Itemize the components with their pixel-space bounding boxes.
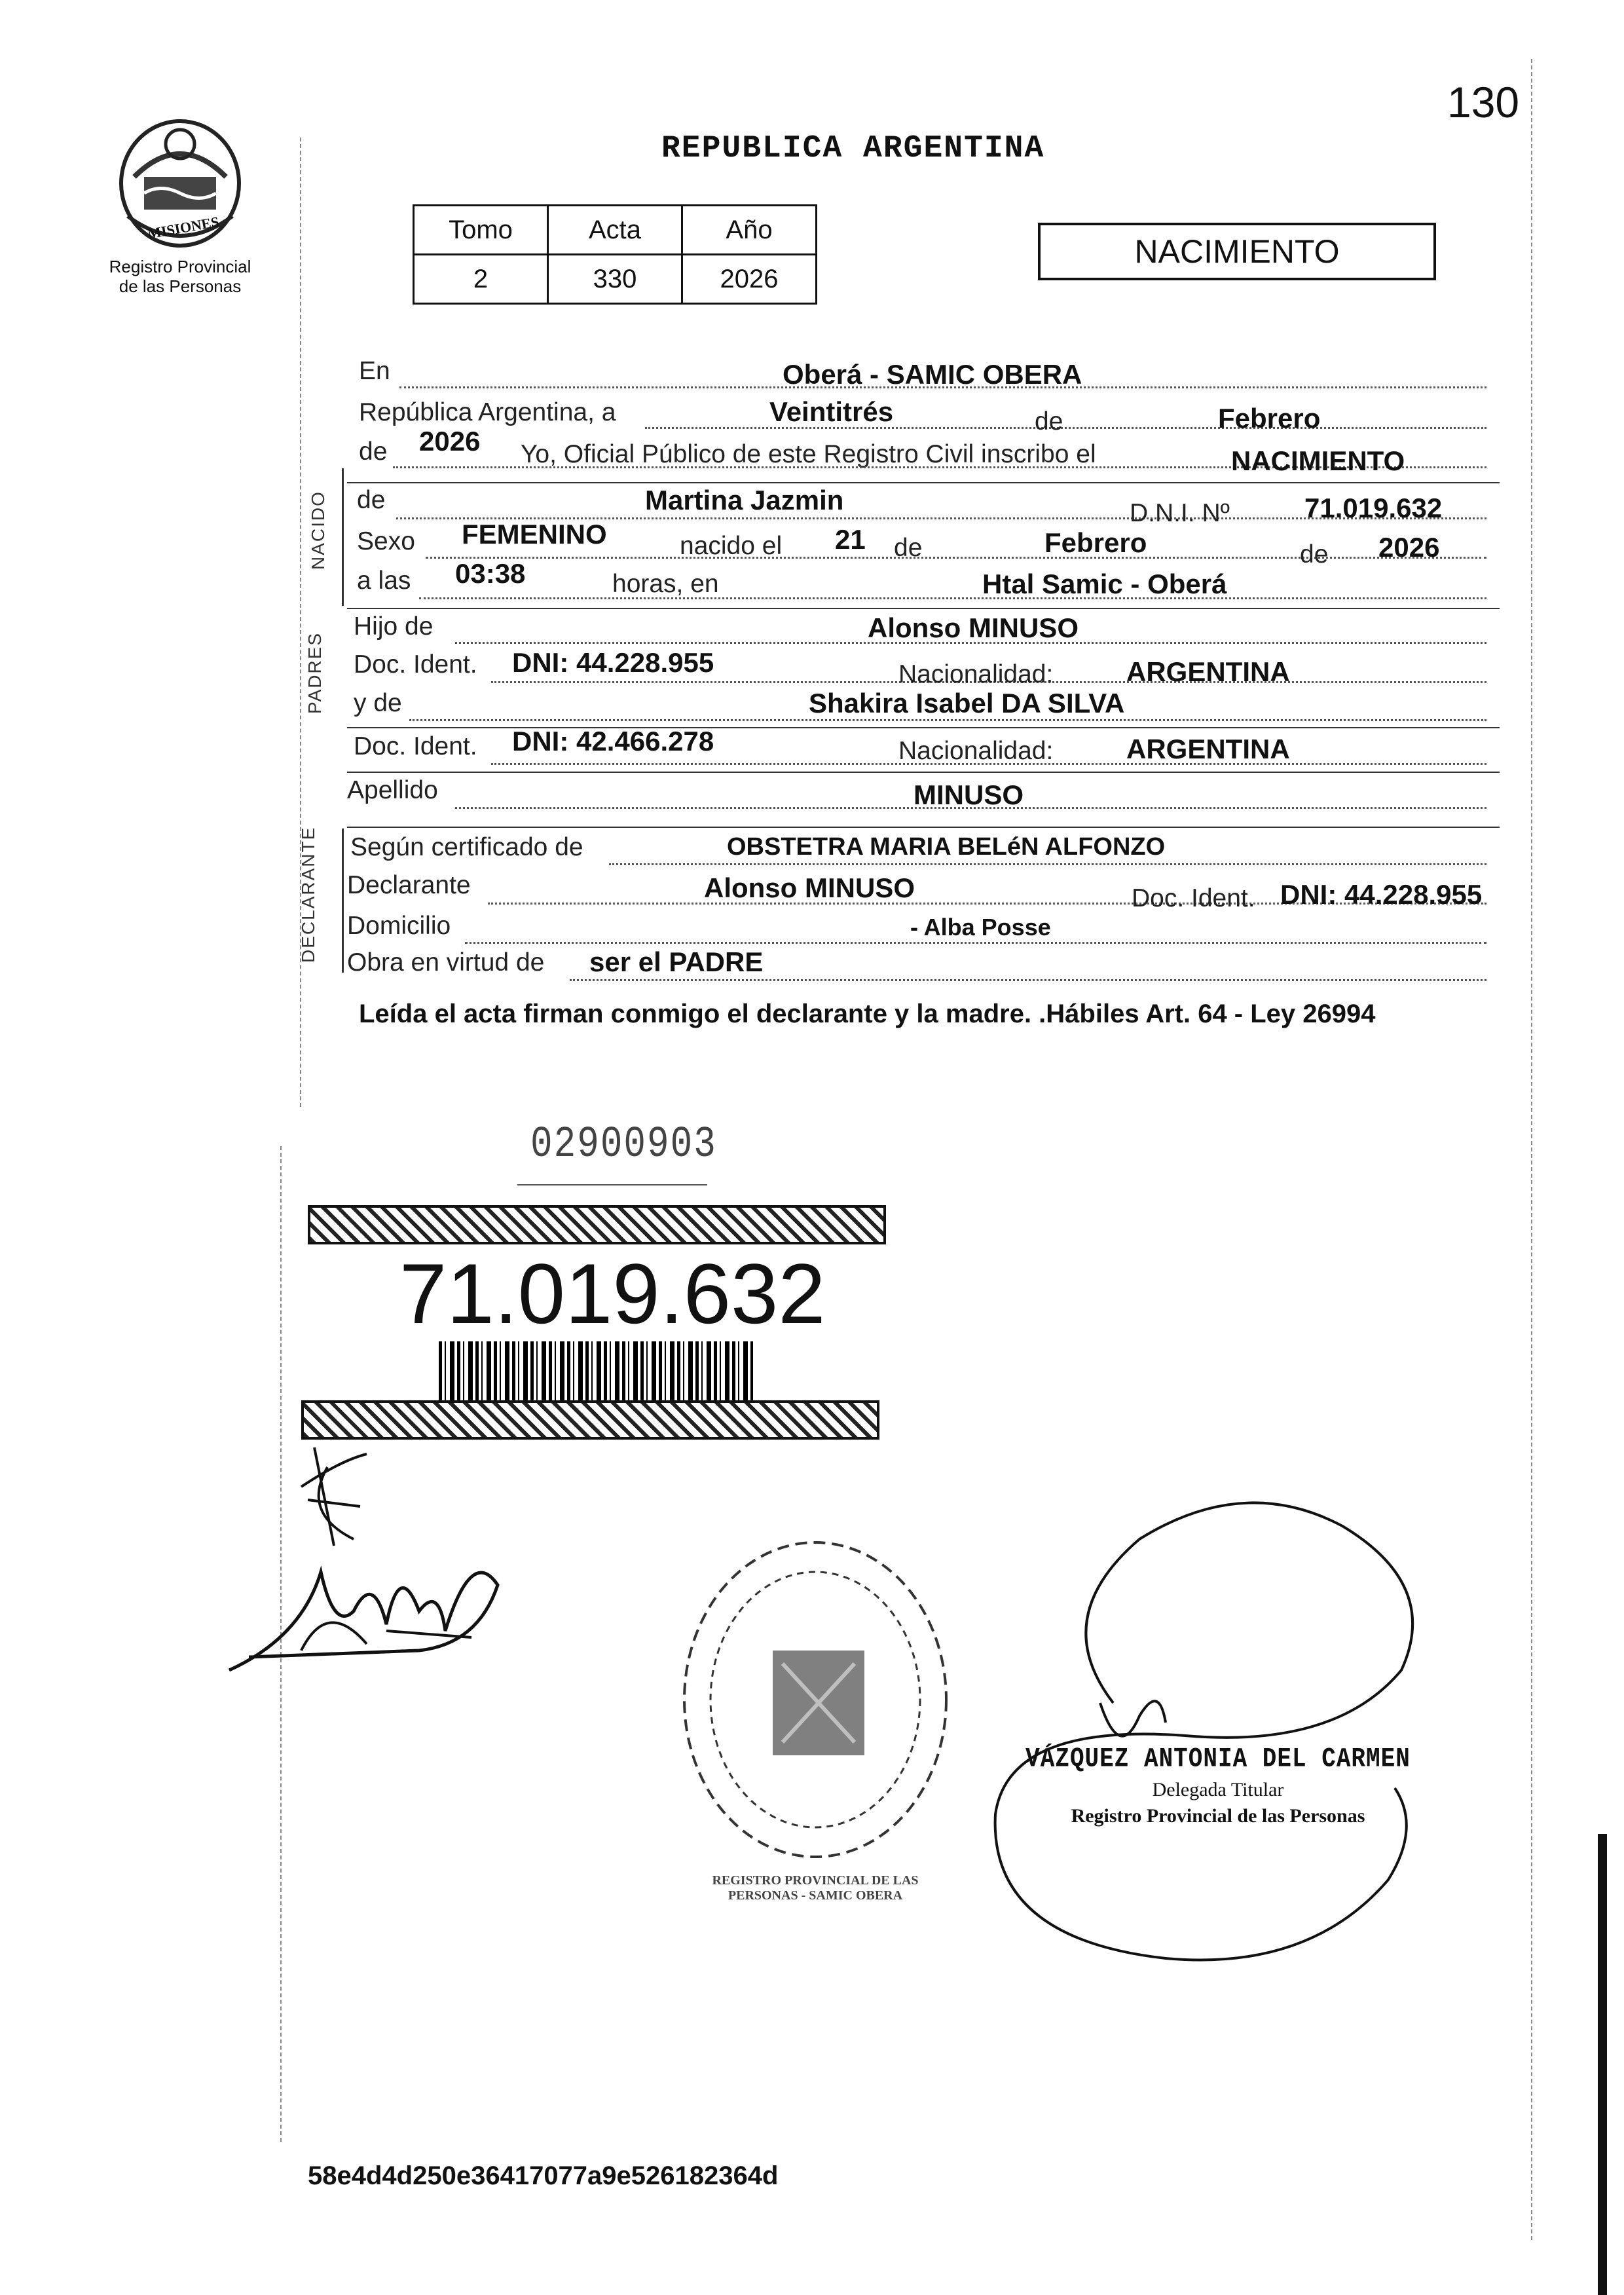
header-tomo: Tomo <box>414 206 548 255</box>
label-domicilio: Domicilio <box>347 912 451 940</box>
label-de2: de <box>359 438 388 466</box>
province-logo <box>108 105 252 255</box>
label-doc-ident-3: Doc. Ident. <box>1132 884 1255 912</box>
label-de-nombre: de <box>357 486 386 514</box>
value-nombre: Martina Jazmin <box>645 485 844 515</box>
label-apellido: Apellido <box>347 776 438 804</box>
value-declarante: Alonso MINUSO <box>704 872 915 903</box>
logo-caption-line-2: de las Personas <box>119 276 242 296</box>
value-dia-nac: 21 <box>835 524 866 555</box>
separator <box>347 772 1500 773</box>
security-strip-top <box>308 1205 886 1244</box>
logo-text: MISIONES <box>146 213 221 242</box>
value-certificado: OBSTETRA MARIA BELéN ALFONZO <box>727 833 1166 861</box>
separator <box>347 827 1500 828</box>
value-domicilio: - Alba Posse <box>910 914 1051 941</box>
value-dni: 71.019.632 <box>1304 493 1443 523</box>
side-label-nacido: NACIDO <box>308 491 328 570</box>
label-nacionalidad-1: Nacionalidad: <box>898 660 1054 688</box>
value-lugar: Oberá - SAMIC OBERA <box>783 359 1082 390</box>
side-label-padres: PADRES <box>304 631 325 714</box>
security-strip-bottom <box>301 1400 879 1440</box>
right-margin-line <box>1531 59 1532 2240</box>
value-sexo: FEMENINO <box>462 519 607 550</box>
dotted-line <box>465 942 1486 944</box>
value-padre-doc: DNI: 44.228.955 <box>512 647 714 678</box>
official-seal <box>674 1526 956 1873</box>
value-mes: Febrero <box>1218 403 1321 434</box>
label-doc-ident-2: Doc. Ident. <box>354 732 477 760</box>
label-segun: Según certificado de <box>350 833 583 861</box>
separator <box>347 482 1500 483</box>
value-madre-nac: ARGENTINA <box>1126 734 1290 764</box>
logo-caption <box>92 257 268 296</box>
label-de: de <box>1035 407 1063 436</box>
stamp-underline <box>517 1184 707 1185</box>
declarant-signature <box>223 1533 511 1683</box>
closing-text: Leída el acta firman conmigo el declarante y la madre. .Hábiles Art. 64 - Ley 26994 <box>359 999 1376 1028</box>
value-anio: 2026 <box>682 255 817 304</box>
value-madre-doc: DNI: 42.466.278 <box>512 726 714 756</box>
seal-text: REGISTRO PROVINCIAL DE LAS PERSONAS - SAMIC OBERA <box>712 1873 919 1903</box>
dotted-line <box>419 597 1486 599</box>
page-number: 130 <box>1447 78 1520 126</box>
label-yo: Yo, Oficial Público de este Registro Civil inscribo el <box>521 440 1096 468</box>
bracket-nacido <box>342 468 344 606</box>
label-horas-en: horas, en <box>612 570 719 598</box>
official-title: Delegada Titular <box>1152 1779 1284 1801</box>
label-hijo-de: Hijo de <box>354 612 434 641</box>
separator <box>347 608 1500 609</box>
bracket-declarante <box>342 829 344 973</box>
stamp-number: 02900903 <box>530 1119 717 1170</box>
value-acta: 330 <box>548 255 682 304</box>
label-dni: D.N.I. Nº <box>1130 499 1230 527</box>
official-block <box>1008 1745 1428 1827</box>
dotted-line <box>409 719 1486 721</box>
value-acto: NACIMIENTO <box>1231 445 1405 476</box>
value-padre: Alonso MINUSO <box>868 612 1079 643</box>
value-anio-nac: 2026 <box>1378 532 1440 563</box>
value-obra: ser el PADRE <box>589 946 764 977</box>
label-sexo: Sexo <box>357 527 415 555</box>
label-nacido-el: nacido el <box>680 532 783 560</box>
value-mes-nac: Febrero <box>1044 527 1147 558</box>
official-org: Registro Provincial de las Personas <box>1071 1805 1365 1827</box>
dotted-line <box>609 863 1486 865</box>
value-tomo: 2 <box>414 255 548 304</box>
scan-edge <box>1598 1834 1607 2295</box>
label-republica: República Argentina, a <box>359 398 616 426</box>
label-de3: de <box>894 534 923 562</box>
header-acta: Acta <box>548 206 682 255</box>
label-obra: Obra en virtud de <box>347 948 545 977</box>
label-de4: de <box>1300 540 1329 569</box>
label-declarante: Declarante <box>347 871 471 899</box>
value-declarante-doc: DNI: 44.228.955 <box>1280 879 1483 910</box>
label-nacionalidad-2: Nacionalidad: <box>898 737 1054 765</box>
official-signature <box>969 1487 1441 1985</box>
value-apellido: MINUSO <box>913 779 1024 810</box>
label-a-las: a las <box>357 567 411 595</box>
value-anio: 2026 <box>419 426 481 457</box>
label-en: En <box>359 357 390 385</box>
official-name: VÁZQUEZ ANTONIA DEL CARMEN <box>1025 1743 1411 1775</box>
registry-table <box>413 204 817 305</box>
country-title: REPUBLICA ARGENTINA <box>661 131 1045 166</box>
side-label-declarante: DECLARANTE <box>298 826 318 963</box>
header-anio: Año <box>682 206 817 255</box>
act-type-box: NACIMIENTO <box>1038 223 1436 280</box>
label-doc-ident-1: Doc. Ident. <box>354 650 477 679</box>
value-madre: Shakira Isabel DA SILVA <box>809 688 1125 718</box>
document-hash: 58e4d4d250e36417077a9e526182364d <box>308 2161 779 2190</box>
value-lugar-nac: Htal Samic - Oberá <box>982 569 1227 599</box>
value-padre-nac: ARGENTINA <box>1126 656 1290 687</box>
label-y-de: y de <box>354 689 402 717</box>
value-hora: 03:38 <box>455 558 526 589</box>
value-dia-letras: Veintitrés <box>769 396 894 427</box>
dotted-line <box>570 979 1486 981</box>
logo-caption-line-1: Registro Provincial <box>109 257 251 276</box>
big-dni: 71.019.632 <box>399 1246 826 1341</box>
